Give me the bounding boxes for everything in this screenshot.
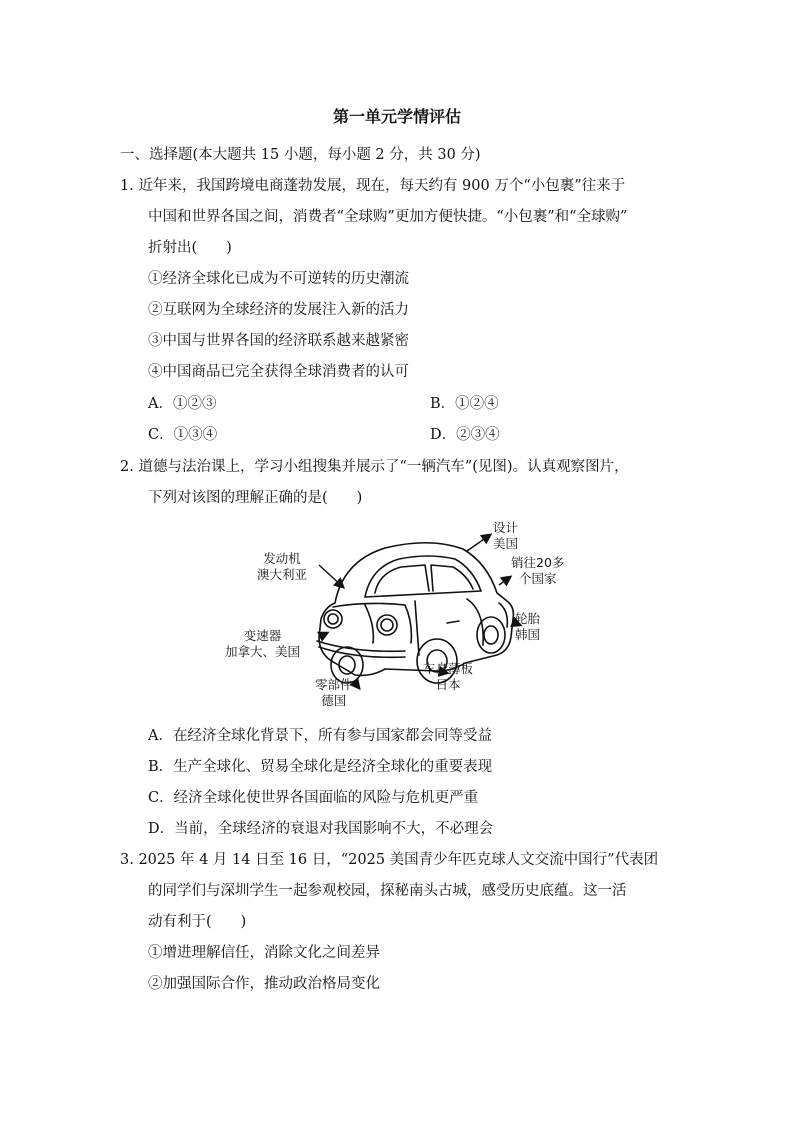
label-engine: 发动机 澳大利亚 xyxy=(257,551,308,582)
label-transmission: 变速器 加拿大、美国 xyxy=(225,628,301,659)
page-title: 第一单元学情评估 xyxy=(332,107,461,126)
q3-stem-line2: 的同学们与深圳学生一起参观校园，探秘南头古城，感受历史底蕴。这一活 xyxy=(148,883,627,899)
q2-option-c: C．经济全球化使世界各国面临的风险与危机更严重 xyxy=(148,790,479,806)
q1-item-2: ②互联网为全球经济的发展注入新的活力 xyxy=(148,302,409,318)
q2-option-a: A．在经济全球化背景下，所有参与国家都会同等受益 xyxy=(148,728,492,744)
q1-option-d: D．②③④ xyxy=(430,427,500,443)
label-body-panel: 车身薄板 日本 xyxy=(423,661,474,692)
q1-item-3: ③中国与世界各国的经济联系越来越紧密 xyxy=(148,333,409,349)
car-figure xyxy=(215,515,585,715)
q2-option-d: D．当前，全球经济的衰退对我国影响不大，不必理会 xyxy=(148,821,494,837)
q1-item-1: ①经济全球化已成为不可逆转的历史潮流 xyxy=(148,271,409,287)
q1-stem-line2: 中国和世界各国之间，消费者“全球购”更加方便快捷。“小包裹”和“全球购” xyxy=(148,209,628,225)
q1-stem-line1: 1. 近年来，我国跨境电商蓬勃发展，现在，每天约有 900 万个“小包裹”往来于 xyxy=(120,178,626,194)
label-design: 设计 美国 xyxy=(493,520,519,551)
label-parts: 零部件 德国 xyxy=(315,677,353,708)
q1-stem-line3: 折射出( ) xyxy=(148,240,232,256)
q3-stem-line3: 动有利于( ) xyxy=(148,914,247,930)
q3-item-1: ①增进理解信任，消除文化之间差异 xyxy=(148,945,380,961)
q3-stem-line1: 3. 2025 年 4 月 14 日至 16 日，“2025 美国青少年匹克球人文交流中国行”代表团 xyxy=(120,852,659,868)
section-heading: 一、选择题(本大题共 15 小题，每小题 2 分，共 30 分) xyxy=(120,147,481,163)
q1-option-c: C．①③④ xyxy=(148,427,218,443)
q2-option-b: B．生产全球化、贸易全球化是经济全球化的重要表现 xyxy=(148,759,493,775)
q2-stem-line2: 下列对该图的理解正确的是( ) xyxy=(148,490,363,506)
q3-item-2: ②加强国际合作，推动政治格局变化 xyxy=(148,976,380,992)
q1-option-b: B．①②④ xyxy=(430,396,499,412)
q1-option-a: A．①②③ xyxy=(148,396,217,412)
q1-item-4: ④中国商品已完全获得全球消费者的认可 xyxy=(148,364,409,380)
q2-stem-line1: 2. 道德与法治课上，学习小组搜集并展示了“一辆汽车”(见图)。认真观察图片， xyxy=(120,459,629,475)
label-tire: 轮胎 韩国 xyxy=(515,611,541,642)
label-sold: 销往20多 个国家 xyxy=(511,555,565,586)
